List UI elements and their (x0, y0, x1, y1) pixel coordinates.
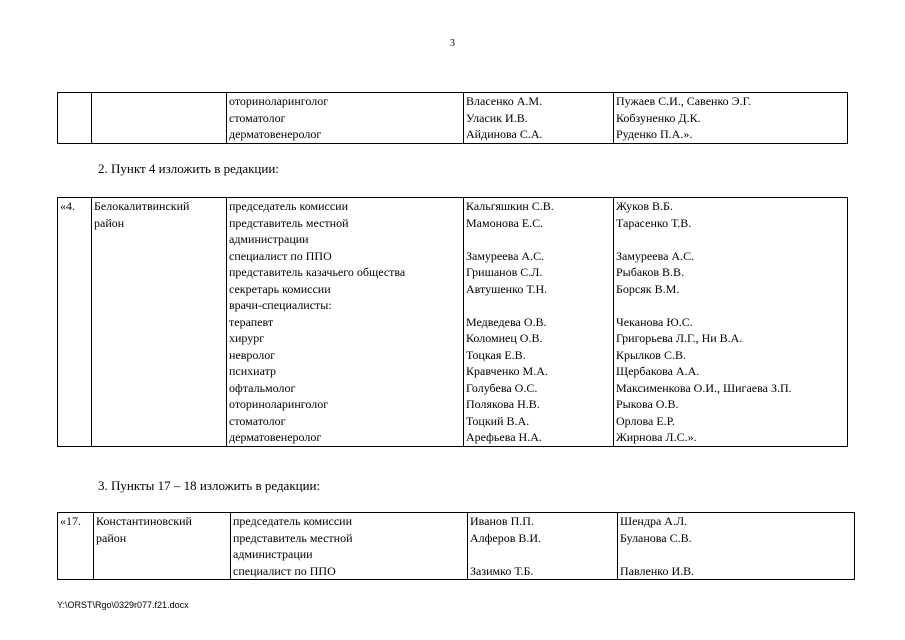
members-cell (464, 93, 614, 144)
reserve-line (616, 297, 845, 314)
reserve-line: Орлова Е.Р. (616, 413, 675, 428)
reserve-line: Кобзуненко Д.К. (616, 110, 701, 125)
row-number-cell: «17. (58, 513, 94, 580)
members-cell (464, 198, 614, 447)
district-line: район (94, 215, 125, 230)
member-line: Кальгяшкин С.В. (466, 199, 554, 213)
reserve-line: Щербакова А.А. (616, 364, 700, 378)
member-line: Тоцкая Е.В. (466, 347, 526, 362)
district-line: Константиновский (96, 514, 192, 528)
role-line: офтальмолог (229, 380, 296, 395)
role-line: стоматолог (229, 413, 286, 428)
reserve-line: Павленко И.В. (620, 563, 695, 578)
member-line: Алферов В.И. (470, 530, 542, 545)
role-line: председатель комиссии (233, 514, 352, 528)
district-line: район (96, 530, 127, 545)
reserve-line: Чеканова Ю.С. (616, 314, 693, 329)
member-line: Айдинова С.А. (466, 127, 543, 141)
reserve-line (620, 546, 852, 563)
reserves-cell (614, 198, 848, 447)
member-line (466, 231, 611, 248)
role-line: психиатр (229, 364, 276, 378)
member-line: Кравченко М.А. (466, 364, 548, 378)
reserve-line: Жуков В.Б. (616, 199, 673, 213)
role-line: оториноларинголог (229, 94, 329, 108)
member-line: Зазимко Т.Б. (470, 563, 534, 578)
member-line: Арефьева Н.А. (466, 430, 542, 444)
role-line: невролог (229, 347, 276, 362)
reserve-line: Руденко П.А.». (616, 127, 693, 141)
member-line: Голубева О.С. (466, 380, 538, 395)
row-number-cell: «4. (58, 198, 92, 447)
member-line: Медведева О.В. (466, 314, 547, 329)
member-line: Замуреева А.С. (466, 248, 545, 263)
member-line (470, 546, 615, 563)
member-line: Иванов П.П. (470, 514, 534, 528)
table-row (58, 93, 848, 144)
table-row (58, 198, 848, 447)
role-line: представитель местной (229, 215, 349, 230)
reserve-line (616, 231, 845, 248)
reserve-line: Тарасенко Т.В. (616, 215, 692, 230)
role-line: стоматолог (229, 110, 286, 125)
member-line: Власенко А.М. (466, 94, 543, 108)
reserve-line: Замуреева А.С. (616, 248, 695, 263)
district-cell (92, 198, 227, 447)
member-line: Уласик И.В. (466, 110, 528, 125)
reserve-line: Жирнова Л.С.». (616, 430, 697, 444)
role-line: представитель местной (233, 530, 353, 545)
member-line: Коломиец О.В. (466, 331, 543, 345)
reserve-line: Буланова С.В. (620, 530, 692, 545)
member-line: Полякова Н.В. (466, 397, 540, 411)
role-line: представитель казачьего общества (229, 265, 406, 279)
reserve-line: Пужаев С.И., Савенко Э.Г. (616, 94, 752, 108)
role-line: специалист по ППО (233, 563, 336, 578)
roles-cell (227, 198, 464, 447)
role-line: терапевт (229, 314, 274, 329)
roles-cell (231, 513, 468, 580)
file-path-footer: Y:\ORST\Rgo\0329r077.f21.docx (57, 600, 189, 610)
page-number: 3 (450, 38, 455, 49)
row-number-cell (58, 93, 92, 144)
reserves-cell (614, 93, 848, 144)
reserve-line: Крылков С.В. (616, 347, 686, 362)
role-line: специалист по ППО (229, 248, 332, 263)
member-line: Тоцкий В.А. (466, 413, 530, 428)
role-line: врачи-специалисты: (229, 298, 332, 312)
role-line: администрации (233, 547, 313, 561)
paragraph-2: 2. Пункт 4 изложить в редакции: (98, 161, 279, 176)
reserve-line: Шендра А.Л. (620, 514, 688, 528)
member-line: Мамонова Е.С. (466, 215, 544, 230)
reserve-line: Григорьева Л.Г., Ни В.А. (616, 331, 743, 345)
reserve-line: Рыкова О.В. (616, 397, 679, 411)
role-line: администрации (229, 232, 309, 246)
reserve-line: Рыбаков В.В. (616, 265, 685, 279)
paragraph-3: 3. Пункты 17 – 18 изложить в редакции: (98, 478, 321, 493)
district-cell (94, 513, 231, 580)
table-item-17 (57, 512, 855, 580)
table-continuation (57, 92, 848, 144)
role-line: оториноларинголог (229, 397, 329, 411)
role-line: дерматовенеролог (229, 430, 322, 444)
district-line: Белокалитвинский (94, 199, 190, 213)
member-line: Гришанов С.Л. (466, 265, 543, 279)
reserve-line: Борсяк В.М. (616, 281, 680, 296)
reserve-line: Максименкова О.И., Шигаева З.П. (616, 380, 792, 395)
table-row (58, 513, 855, 580)
roles-cell (227, 93, 464, 144)
reserves-cell (618, 513, 855, 580)
role-line: хирург (229, 331, 265, 345)
members-cell (468, 513, 618, 580)
role-line: председатель комиссии (229, 199, 348, 213)
member-line (466, 297, 611, 314)
member-line: Автушенко Т.Н. (466, 281, 548, 296)
role-line: секретарь комиссии (229, 281, 331, 296)
table-item-4 (57, 197, 848, 447)
role-line: дерматовенеролог (229, 127, 322, 141)
district-cell (92, 93, 227, 144)
